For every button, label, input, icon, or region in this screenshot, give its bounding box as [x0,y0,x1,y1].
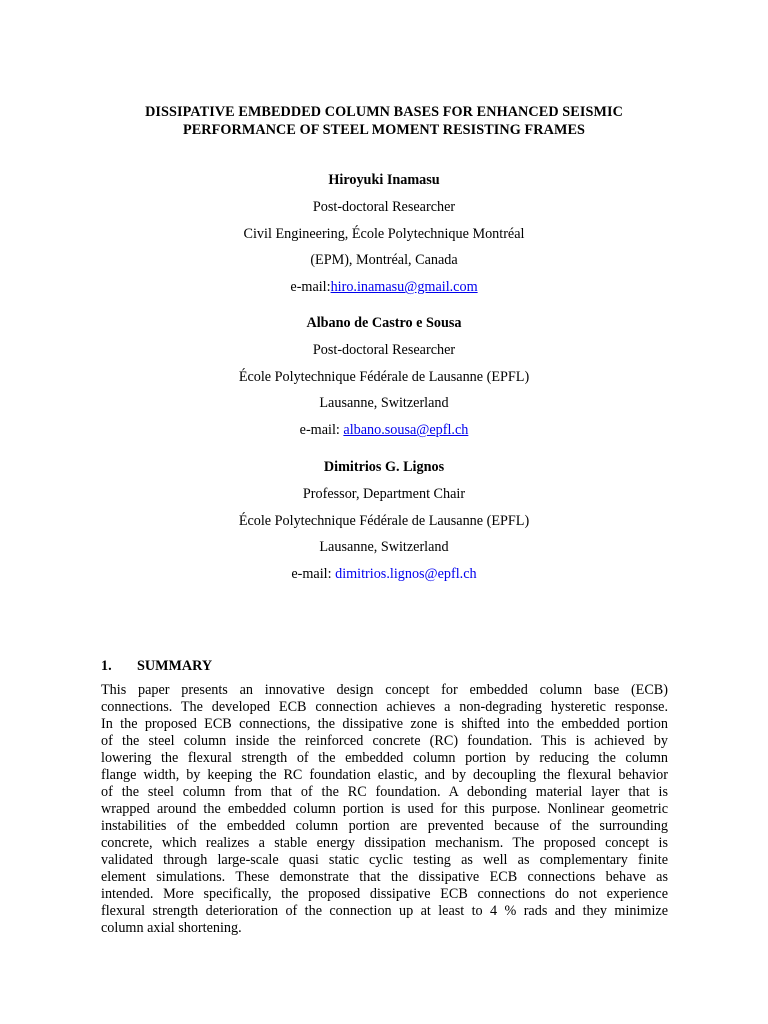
author-role: Post-doctoral Researcher [312,341,456,358]
author-email-link[interactable]: hiro.inamasu@gmail.com [330,279,478,296]
author-name: Dimitrios G. Lignos [323,459,445,475]
email-label: e-mail: [291,566,336,583]
summary-paragraph [101,682,668,937]
author-name: Albano de Castro e Sousa [306,315,462,331]
author-email-line [60,417,708,444]
summary-line: In the proposed ECB connections, the dissipative zone is shifted into the embedded portion [101,716,668,732]
section-number: 1. [101,658,112,674]
author-block-inamasu [60,167,708,301]
summary-line: lowering the flexural strength of the embedded column portion by reducing the column [101,750,668,766]
paper-title [60,103,708,139]
summary-line: intended. More specifically, the proposed dissipative ECB connections do not experience [101,886,668,902]
summary-line: of the steel column inside the reinforced concrete (RC) foundation. This is achieved by [101,733,668,749]
summary-line: wrapped around the embedded column portion is used for this purpose. Nonlinear geometric [101,801,668,817]
summary-line: flexural strength deterioration of the connection up at least to 4 % rads and they minimize [101,903,668,919]
summary-line: column axial shortening. [101,920,242,936]
summary-line: instabilities of the embedded column portion are prevented because of the surrounding [101,818,668,834]
author-email-line [60,274,708,301]
summary-line: of the steel column from that of the RC foundation. A debonding material layer that is [101,784,668,800]
summary-line: connections. The developed ECB connection achieves a non-degrading hysteretic response. [101,699,668,715]
author-affiliation-line-2: Lausanne, Switzerland [319,539,449,556]
author-email-link[interactable]: dimitrios.lignos@epfl.ch [335,566,477,583]
author-role: Post-doctoral Researcher [312,198,456,215]
author-email-link[interactable]: albano.sousa@epfl.ch [343,422,469,439]
summary-line: validated through large-scale quasi static cyclic testing as well as complementary finite [101,852,668,868]
author-affiliation-line-2: Lausanne, Switzerland [319,395,449,412]
summary-line: element simulations. These demonstrate that the dissipative ECB connections behave as [101,869,668,885]
paper-title-line-1: DISSIPATIVE EMBEDDED COLUMN BASES FOR ENHANCED SEISMIC [145,104,623,120]
author-affiliation-line-1: École Polytechnique Fédérale de Lausanne (EPFL) [238,368,530,385]
summary-line: This paper presents an innovative design concept for embedded column base (ECB) [101,682,668,698]
paper-title-line-2: PERFORMANCE OF STEEL MOMENT RESISTING FRAMES [182,122,586,138]
author-role: Professor, Department Chair [302,485,466,502]
email-label: e-mail: [299,422,344,439]
author-block-sousa [60,310,708,444]
email-label: e-mail: [290,279,331,296]
author-name: Hiroyuki Inamasu [328,172,440,188]
author-affiliation-line-1: Civil Engineering, École Polytechnique Montréal [243,225,525,242]
author-affiliation-line-1: École Polytechnique Fédérale de Lausanne (EPFL) [238,512,530,529]
section-title: SUMMARY [137,658,213,674]
author-affiliation-line-2: (EPM), Montréal, Canada [310,252,458,269]
author-email-line [60,561,708,588]
summary-line: flange width, by keeping the RC foundation elastic, and by decoupling the flexural behavior [101,767,668,783]
author-block-lignos [60,454,708,588]
summary-line: concrete, which realizes a stable energy dissipation mechanism. The proposed concept is [101,835,668,851]
section-heading-summary [101,656,212,676]
